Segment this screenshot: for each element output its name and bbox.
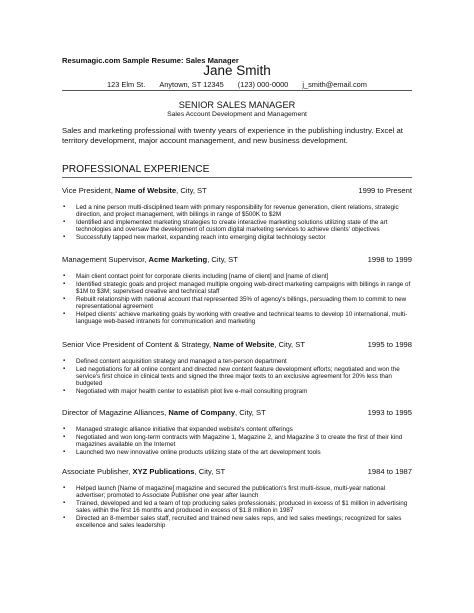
bullet-icon: ▪ <box>63 280 66 287</box>
bullet-text: Helped launch [Name of magazine] magazine and secured the publication's first multi-issue, multi-year national advertiser; promoted to Associate Publisher one year after launch <box>76 485 386 500</box>
bullet-icon: ▪ <box>63 448 66 455</box>
document-label: Resumagic.com Sample Resume: Sales Manager <box>62 56 239 65</box>
bullet-icon: ▪ <box>63 204 66 210</box>
bullet-text: Identified strategic goals and project managed multiple ongoing web-direct marketing campaigns with billings in range of $1M to $3M; supervised creative and technical staff <box>76 280 411 295</box>
resume-title: SENIOR SALES MANAGER <box>178 100 296 110</box>
bullet-icon: ▪ <box>63 426 66 432</box>
job-company: XYZ Publications <box>132 467 195 476</box>
job-role <box>62 186 207 195</box>
job-company: Name of Company <box>168 408 236 417</box>
header-divider <box>62 90 412 91</box>
job-role <box>62 408 266 417</box>
contact-email: j_smith@email.com <box>302 80 367 89</box>
job-location: , City, ST <box>207 255 238 264</box>
list-item <box>62 500 412 514</box>
candidate-name: Jane Smith <box>203 63 271 78</box>
section-title: PROFESSIONAL EXPERIENCE <box>62 164 210 175</box>
bullet-icon: ▪ <box>63 433 66 440</box>
list-item <box>62 204 412 218</box>
job-title: Vice President, <box>62 186 116 195</box>
job-bullets <box>62 358 412 395</box>
job-header <box>62 255 412 265</box>
bullet-text: Identified and implemented marketing strategies to create interactive marketing solutions utilizing state of the art technologies and oversaw the development of custom digital marketing services to achieve clients' objectives <box>76 219 388 234</box>
job-entry <box>62 255 412 326</box>
section-divider <box>62 177 412 178</box>
job-dates: 1993 to 1995 <box>367 408 412 417</box>
bullet-icon: ▪ <box>63 273 66 279</box>
job-dates: 1995 to 1998 <box>367 340 412 349</box>
job-title: Associate Publisher, <box>62 467 133 476</box>
list-item <box>62 296 412 310</box>
bullet-text: Rebuilt relationship with national account that represented 35% of agency's billings, persuading them to commit to new representational agreement <box>76 295 407 310</box>
job-bullets <box>62 426 412 456</box>
list-item <box>62 311 412 325</box>
job-company: Name of Website <box>213 340 275 349</box>
bullet-icon: ▪ <box>63 295 66 302</box>
bullet-text: Successfully tapped new market, expanding reach into emerging digital technology sector <box>76 234 326 241</box>
bullet-icon: ▪ <box>63 500 66 506</box>
bullet-text: Directed an 8-member sales staff, recruited and trained new sales reps, and led sales meetings; recognized for sales excellence and sales leadership <box>76 515 402 530</box>
job-location: , City, ST <box>274 340 305 349</box>
bullet-icon: ▪ <box>63 234 66 240</box>
job-header <box>62 340 412 350</box>
list-item <box>62 449 412 456</box>
list-item <box>62 234 412 241</box>
bullet-icon: ▪ <box>63 358 66 364</box>
bullet-text: Launched two new innovative online products utilizing state of the art development tools <box>76 448 321 456</box>
bullet-text: Negotiated and won long-term contracts with Magazine 1, Magazine 2, and Magazine 3 to create the first of their kind magazines available on the Internet <box>76 433 403 448</box>
bullet-text: Led negotiations for all online content and directed new content feature development efforts; negotiated and won the service's first choice in clinical texts and signed the three major texts to an exclusive agreement for 20% less than budgeted <box>76 365 400 388</box>
bullet-icon: ▪ <box>63 388 66 394</box>
job-entry <box>62 186 412 242</box>
job-title: Management Supervisor, <box>62 255 149 264</box>
bullet-text: Defined content acquisition strategy and managed a ten-person department <box>76 358 287 365</box>
job-role <box>62 467 225 476</box>
list-item <box>62 219 412 233</box>
job-bullets <box>62 485 412 529</box>
job-location: , City, ST <box>235 408 266 417</box>
list-item <box>62 485 412 499</box>
list-item <box>62 273 412 280</box>
job-dates: 1984 to 1987 <box>367 467 412 476</box>
bullet-icon: ▪ <box>63 310 66 317</box>
list-item <box>62 426 412 433</box>
job-entry <box>62 467 412 530</box>
job-bullets <box>62 273 412 325</box>
list-item <box>62 281 412 295</box>
job-location: , City, ST <box>194 467 226 476</box>
resume-subtitle: Sales Account Development and Management <box>167 111 307 118</box>
bullet-text: Managed strategic alliance initiative that expanded website's content offerings <box>76 426 293 433</box>
job-entry <box>62 408 412 457</box>
job-entry <box>62 340 412 396</box>
job-location: , City, ST <box>176 186 207 195</box>
job-role <box>62 340 305 349</box>
job-header <box>62 467 412 477</box>
job-company: Name of Website <box>115 186 177 195</box>
bullet-text: Trained, developed and led a team of top producing sales professionals; produced in excess of $1 million in advertising sales within the first 16 months and produced in excess of $1.8 million in 1987 <box>76 500 408 515</box>
job-bullets <box>62 204 412 241</box>
job-dates: 1998 to 1999 <box>367 255 412 264</box>
bullet-text: Main client contact point for corporate clients including [name of client] and [name of client] <box>76 273 329 280</box>
contact-phone: (123) 000-0000 <box>237 80 289 89</box>
job-title: Director of Magazine Alliances, <box>62 408 169 417</box>
job-title: Senior Vice President of Content & Strategy, <box>62 340 214 349</box>
summary-paragraph: Sales and marketing professional with twenty years of experience in the publishing industry. Excel at territory development, major account management, and new business development. <box>62 126 403 145</box>
bullet-icon: ▪ <box>63 219 66 225</box>
contact-address: 123 Elm St. <box>107 80 146 89</box>
list-item <box>62 366 412 388</box>
list-item <box>62 515 412 529</box>
list-item <box>62 358 412 365</box>
bullet-icon: ▪ <box>63 485 66 491</box>
contact-line <box>0 80 474 89</box>
job-header <box>62 186 412 196</box>
job-dates: 1999 to Present <box>358 186 412 195</box>
contact-city: Anytown, ST 12345 <box>159 80 224 89</box>
list-item <box>62 388 412 395</box>
bullet-icon: ▪ <box>63 515 66 521</box>
bullet-icon: ▪ <box>63 365 66 372</box>
job-company: Acme Marketing <box>148 255 208 264</box>
bullet-text: Led a nine person multi-disciplined team with primary responsibility for revenue generation, client relations, strategic direction, and project management, with billings in range of $500K to $2M <box>76 204 399 219</box>
list-item <box>62 434 412 448</box>
bullet-text: Negotiated with major health center to establish pilot live e-mail consulting program <box>76 388 308 395</box>
job-role <box>62 255 238 264</box>
bullet-text: Helped clients' achieve marketing goals by working with creative and technical teams to develop 10 international, multi-language web-based intranets for communication and marketing <box>76 310 408 325</box>
job-header <box>62 408 412 418</box>
